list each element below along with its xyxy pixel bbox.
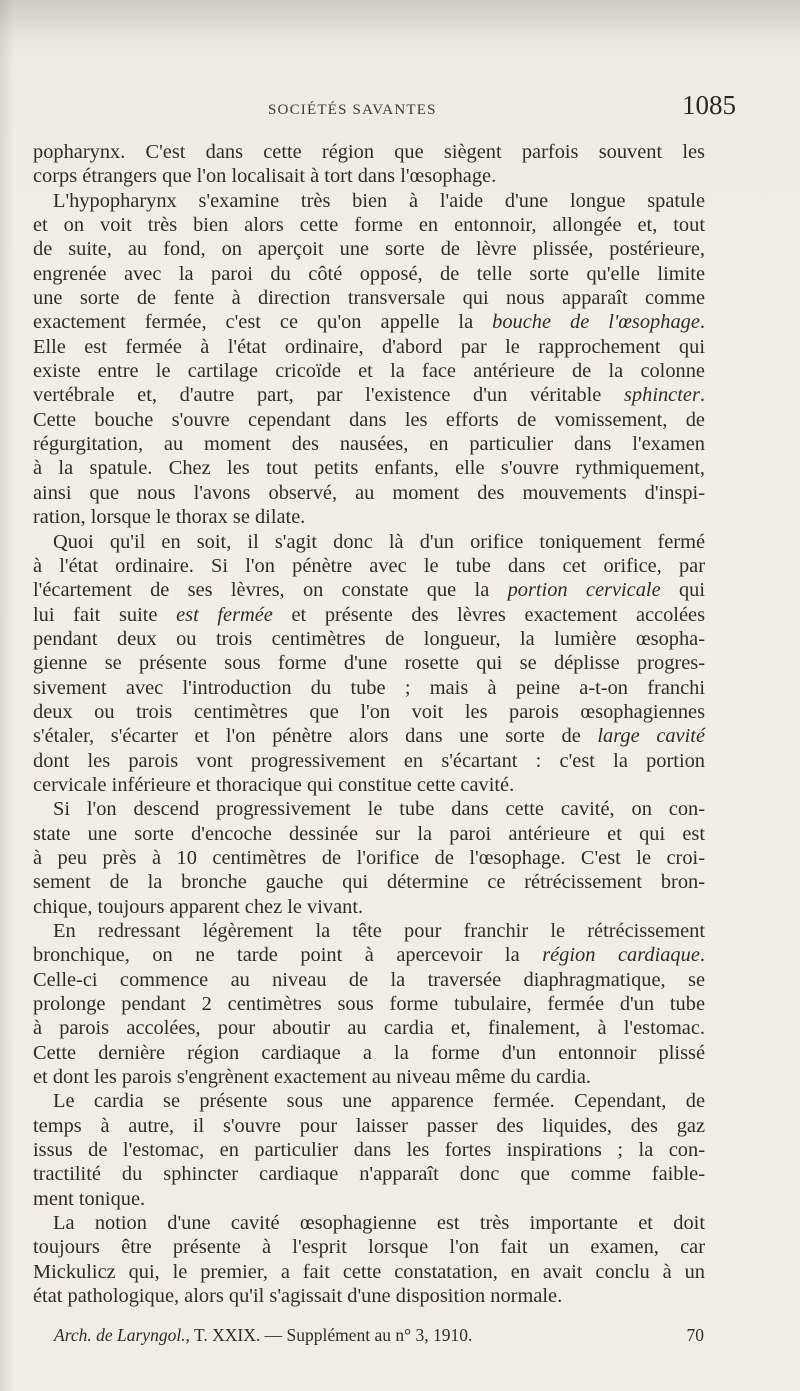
text-line: prolonge pendant 2 centimètres sous forme tubulaire, fermée d'un tube [33, 993, 705, 1016]
journal-citation: T. XXIX. — Supplément au n° 3, 1910. [189, 1325, 473, 1345]
text-line: state une sorte d'encoche dessinée sur la paroi antérieure et qui est [33, 822, 705, 845]
text-line: pendant deux ou trois centimètres de longueur, la lumière œsopha- [33, 627, 705, 650]
page-shadow-left [0, 0, 14, 1391]
text-line: exactement fermée, c'est ce qu'on appelle la bouche de l'œsophage. [33, 311, 705, 334]
text-line: vertébrale et, d'autre part, par l'existence d'un véritable sphincter. [33, 384, 705, 407]
text-line: chique, toujours apparent chez le vivant. [33, 895, 364, 918]
paragraph [33, 1211, 705, 1308]
text-line: ment tonique. [33, 1187, 146, 1210]
text-line: existe entre le cartilage cricoïde et la face antérieure de la colonne [33, 360, 705, 383]
paragraph [33, 140, 705, 189]
text-line: L'hypopharynx s'examine très bien à l'aide d'une longue spatule [53, 189, 705, 212]
text-line: s'étaler, s'écarter et l'on pénètre alors dans une sorte de large cavité [33, 725, 705, 748]
paragraph [33, 1089, 705, 1211]
text-line: cervicale inférieure et thoracique qui constitue cette cavité. [33, 773, 515, 796]
text-line: ration, lorsque le thorax se dilate. [33, 506, 306, 529]
journal-title: Arch. de Laryngol., [54, 1325, 190, 1345]
text-line: Celle-ci commence au niveau de la traversée diaphragmatique, se [33, 968, 705, 991]
text-line: Le cardia se présente sous une apparence fermée. Cependant, de [53, 1090, 705, 1113]
text-line: à la spatule. Chez les tout petits enfants, elle s'ouvre rythmiquement, [33, 457, 705, 480]
text-line: engrenée avec la paroi du côté opposé, de telle sorte qu'elle limite [33, 262, 705, 285]
text-line: à l'état ordinaire. Si l'on pénètre avec le tube dans cet orifice, par [33, 554, 705, 577]
page-shadow-top [0, 0, 800, 40]
text-line: Si l'on descend progressivement le tube dans cette cavité, on con- [53, 798, 705, 821]
text-line: état pathologique, alors qu'il s'agissait d'une disposition normale. [33, 1285, 563, 1308]
paragraph [33, 919, 705, 1089]
italic-term: est fermée [176, 603, 273, 626]
italic-term: bouche de l'œsophage [492, 311, 700, 334]
text-line: de suite, au fond, on aperçoit une sorte de lèvre plissée, postérieure, [33, 238, 705, 261]
italic-term: région cardiaque [542, 944, 700, 967]
text-line: bronchique, on ne tarde point à apercevoir la région cardiaque. [33, 944, 705, 967]
text-line: Elle est fermée à l'état ordinaire, d'abord par le rapprochement qui [33, 335, 705, 358]
text-line: sement de la bronche gauche qui détermine ce rétrécissement bron- [33, 871, 705, 894]
text-line: lui fait suite est fermée et présente des lèvres exactement accolées [33, 603, 706, 626]
sheet-number: 70 [686, 1325, 704, 1345]
text-line: Quoi qu'il en soit, il s'agit donc là d'un orifice toniquement fermé [53, 530, 705, 553]
text-line: toujours être présente à l'esprit lorsque l'on fait un examen, car [33, 1236, 705, 1259]
text-line: Cette dernière région cardiaque a la forme d'un entonnoir plissé [33, 1041, 705, 1064]
text-line: gienne se présente sous forme d'une rosette qui se déplisse progres- [33, 652, 705, 675]
page-footer [54, 1325, 704, 1346]
text-line: régurgitation, au moment des nausées, en particulier dans l'examen [33, 433, 705, 456]
page-number: 1085 [682, 90, 736, 120]
text-line: deux ou trois centimètres que l'on voit les parois œsophagiennes [33, 700, 705, 723]
text-line: et on voit très bien alors cette forme en entonnoir, allongée et, tout [33, 214, 705, 237]
text-line: La notion d'une cavité œsophagienne est très importante et doit [53, 1212, 705, 1235]
body-text [33, 140, 705, 1309]
text-line: dont les parois vont progressivement en s'écartant : c'est la portion [33, 749, 705, 772]
page-header [36, 90, 736, 130]
text-line: à parois accolées, pour aboutir au cardia et, finalement, à l'estomac. [33, 1017, 705, 1040]
text-line: Cette bouche s'ouvre cependant dans les efforts de vomissement, de [33, 408, 705, 431]
text-line: ainsi que nous l'avons observé, au moment des mouvements d'inspi- [33, 481, 705, 504]
text-line: une sorte de fente à direction transversale qui nous apparaît comme [33, 287, 705, 310]
text-line: à peu près à 10 centimètres de l'orifice de l'œsophage. C'est le croi- [33, 846, 705, 869]
paragraph [33, 189, 705, 530]
text-line: Mickulicz qui, le premier, a fait cette constatation, en avait conclu à un [33, 1260, 705, 1283]
text-line: temps à autre, il s'ouvre pour laisser passer des liquides, des gaz [33, 1114, 705, 1137]
text-line: issus de l'estomac, en particulier dans les fortes inspirations ; la con- [33, 1139, 705, 1162]
italic-term: large cavité [597, 725, 705, 748]
paragraph [33, 530, 705, 798]
italic-term: portion cervicale [507, 579, 661, 602]
paragraph [33, 797, 705, 919]
text-line: tractilité du sphincter cardiaque n'apparaît donc que comme faible- [33, 1163, 705, 1186]
text-line: popharynx. C'est dans cette région que siègent parfois souvent les [33, 141, 705, 163]
text-line: l'écartement de ses lèvres, on constate que la portion cervicale qui [33, 579, 706, 602]
running-head: SOCIÉTÉS SAVANTES [268, 102, 437, 118]
text-line: sivement avec l'introduction du tube ; mais à peine a-t-on franchi [33, 676, 705, 699]
text-line: et dont les parois s'engrènent exactement au niveau même du cardia. [33, 1066, 591, 1089]
text-line: corps étrangers que l'on localisait à tort dans l'œsophage. [33, 165, 497, 188]
italic-term: sphincter [624, 384, 700, 407]
text-line: En redressant légèrement la tête pour franchir le rétrécissement [53, 920, 705, 942]
